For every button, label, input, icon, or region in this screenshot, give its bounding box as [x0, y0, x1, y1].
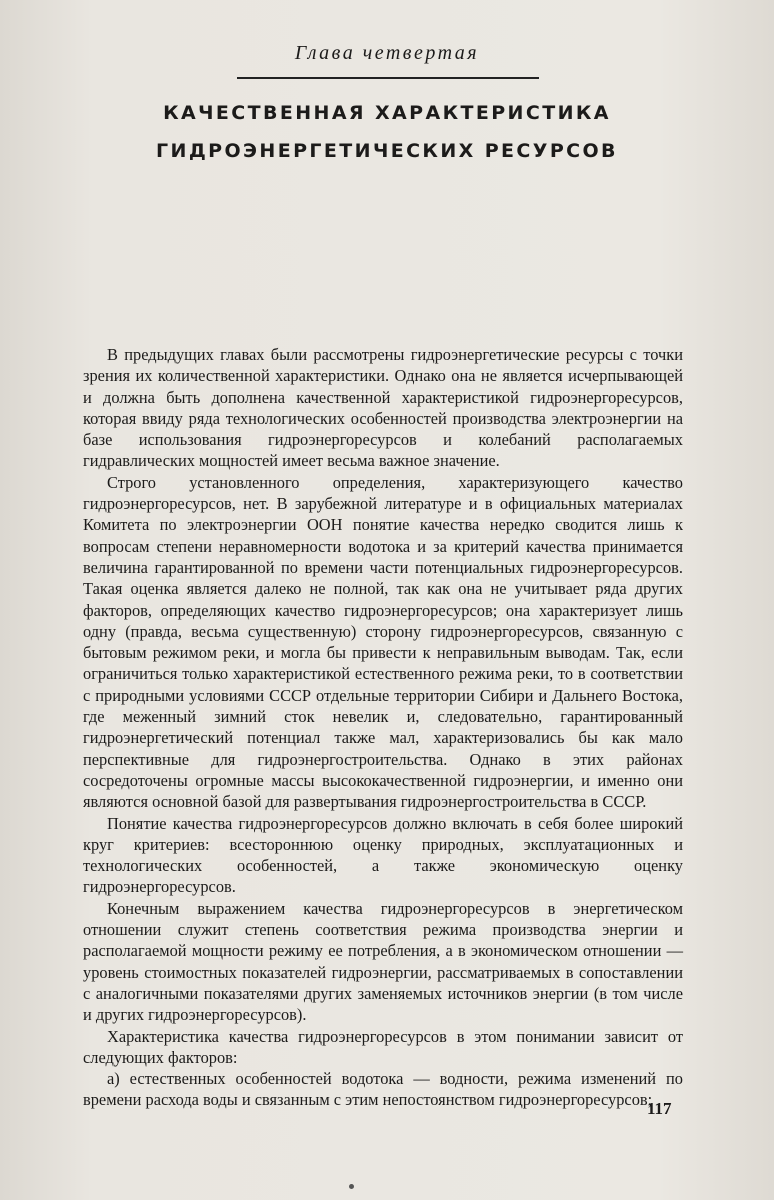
print-mark	[349, 1184, 354, 1189]
body-text	[83, 344, 683, 1111]
paragraph-1: В предыдущих главах были рассмотрены гидроэнергетические ресурсы с точки зрения их количественной характеристики. Однако она не является исчерпывающей и должна быть дополнена качественной характеристикой гидроэнергоресурсов, которая ввиду ряда технологических особенностей производства электроэнергии на базе использования гидроэнергоресурсов и колебаний располагаемых гидравлических мощностей имеет весьма важное значение.	[83, 345, 683, 471]
heading-rule	[237, 77, 539, 79]
paragraph-4: Конечным выражением качества гидроэнергоресурсов в энергетическом отношении служит степень соответствия режима производства энергии и располагаемой мощности режиму ее потребления, а в экономическом отношении — уровень стоимостных показателей гидроэнергии, рассматриваемых в сопоставлении с аналогичными показателями других заменяемых источников энергии (в том числе и других гидроэнергоресурсов).	[83, 898, 683, 1025]
page-number: 117	[647, 1099, 672, 1118]
list-item-a: а) естественных особенностей водотока — водности, режима изменений по времени расхода воды и связанным с этим непостоянством гидроэнергоресурсов;	[83, 1069, 683, 1110]
chapter-title-line-1: КАЧЕСТВЕННАЯ ХАРАКТЕРИСТИКА	[163, 102, 611, 124]
chapter-heading: Глава четвертая	[294, 42, 480, 64]
paragraph-5: Характеристика качества гидроэнергоресурсов в этом понимании зависит от следующих факторов:	[83, 1026, 683, 1067]
paragraph-3: Понятие качества гидроэнергоресурсов должно включать в себя более широкий круг критериев: всестороннюю оценку природных, эксплуатационных и технологических особенностей, а также экономическую оценку гидроэнергоресурсов.	[83, 813, 683, 897]
paragraph-2: Строго установленного определения, характеризующего качество гидроэнергоресурсов, нет. В зарубежной литературе и в официальных материалах Комитета по электроэнергии ООН понятие качества нередко сводится лишь к вопросам степени неравномерности водотока и за критерий качества принимается величина гарантированной по времени части потенциальных гидроэнергоресурсов. Такая оценка является далеко не полной, так как она не учитывает ряда других факторов, определяющих качество гидроэнергоресурсов; она характеризует лишь одну (правда, весьма существенную) сторону гидроэнергоресурсов, связанную с бытовым режимом реки, и могла бы привести к неправильным выводам. Так, если ограничиться только характеристикой естественного режима реки, то в соответствии с природными условиями СССР отдельные территории Сибири и Дальнего Востока, где меженный зимний сток невелик и, следовательно, гарантированный гидроэнергетический потенциал также мал, характеризовались бы как мало перспективные для гидроэнергостроительства. Однако в этих районах сосредоточены огромные массы высококачественной гидроэнергии, и именно они являются основной базой для развертывания гидроэнергостроительства в СССР.	[83, 472, 683, 812]
chapter-title-line-2: ГИДРОЭНЕРГЕТИЧЕСКИХ РЕСУРСОВ	[156, 140, 618, 162]
